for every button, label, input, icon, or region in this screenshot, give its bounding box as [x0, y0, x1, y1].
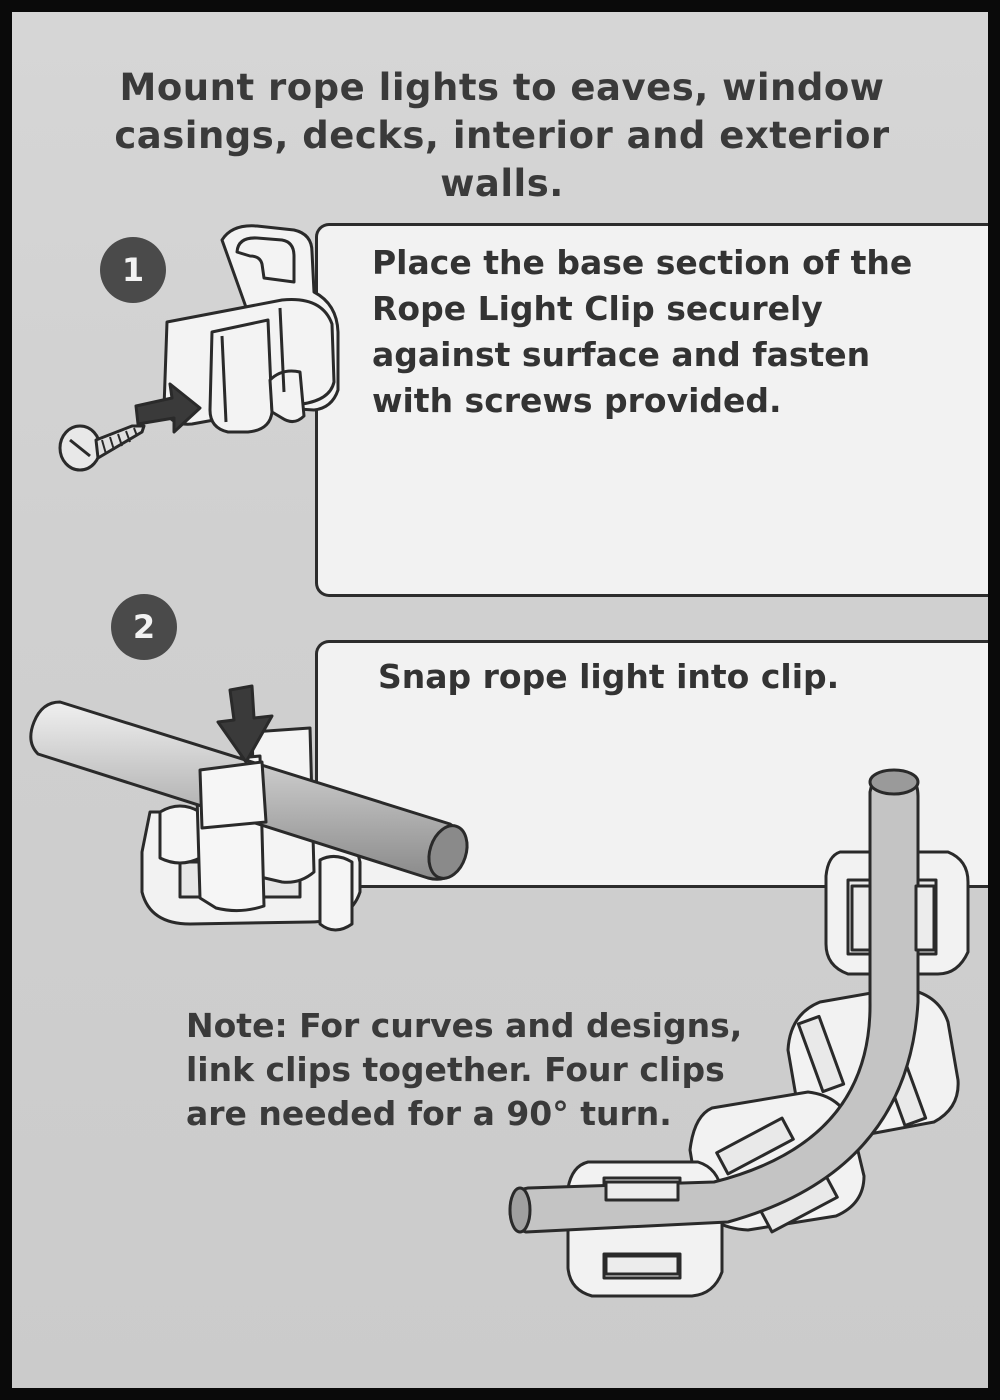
linked-clips-curve-illustration [508, 752, 988, 1312]
step-1-text: Place the base section of the Rope Light Clip securely against surface and fasten with screws provided. [372, 243, 913, 420]
note-text: Note: For curves and designs, link clips together. Four clips are needed for a 90° turn. [186, 1006, 743, 1133]
step-1-badge: 1 [100, 237, 166, 303]
page-heading: Mount rope lights to eaves, window casings, decks, interior and exterior walls. [114, 66, 890, 205]
clip-mounting-illustration [32, 212, 362, 492]
instruction-sheet [12, 12, 988, 1388]
step-2-badge: 2 [111, 594, 177, 660]
snap-rope-illustration [30, 662, 490, 952]
step-2-text: Snap rope light into clip. [378, 657, 840, 696]
